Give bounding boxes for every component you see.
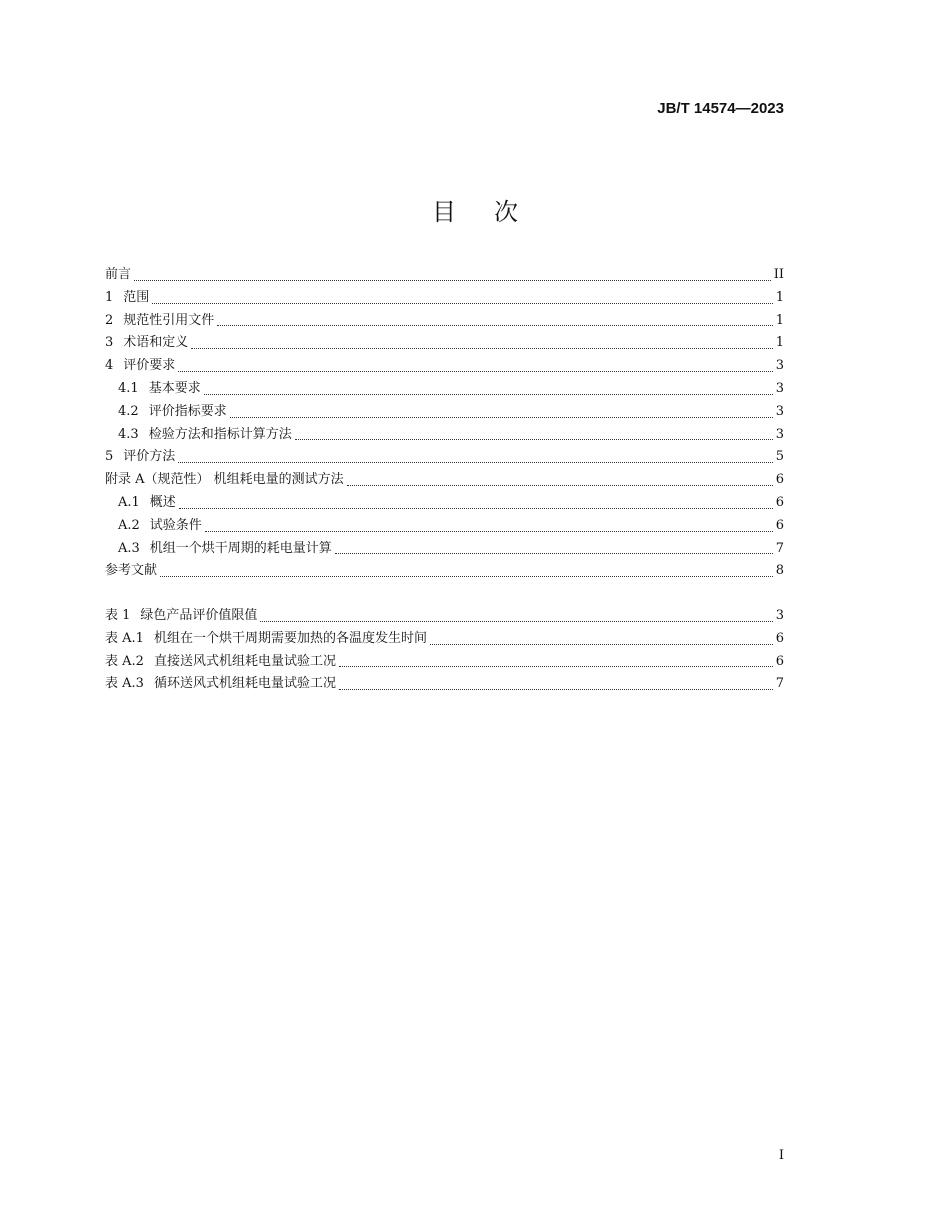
toc-number: 4.3 bbox=[118, 426, 139, 442]
toc-entry[interactable] bbox=[105, 264, 784, 287]
toc-label bbox=[105, 355, 175, 378]
dot-leader bbox=[204, 386, 773, 395]
toc-text: 规范性引用文件 bbox=[123, 312, 215, 328]
toc-text: 评价指标要求 bbox=[148, 403, 227, 419]
toc-page: 1 bbox=[775, 312, 784, 328]
toc-page: 6 bbox=[775, 494, 784, 510]
table-toc-entry[interactable] bbox=[105, 673, 784, 696]
toc-entry[interactable] bbox=[105, 538, 784, 561]
table-toc-entry[interactable] bbox=[105, 651, 784, 674]
table-toc-label bbox=[105, 651, 336, 674]
toc-number: 2 bbox=[105, 312, 114, 328]
toc-number: 5 bbox=[105, 449, 114, 465]
toc-title: 目次 bbox=[432, 198, 556, 226]
table-list bbox=[105, 605, 784, 696]
toc-entry[interactable] bbox=[105, 378, 784, 401]
table-toc-text: 循环送风式机组耗电量试验工况 bbox=[153, 676, 336, 692]
toc-entry[interactable] bbox=[105, 424, 784, 447]
toc-label bbox=[105, 446, 175, 469]
toc-label bbox=[118, 378, 201, 401]
toc-label bbox=[105, 264, 131, 287]
toc-label bbox=[105, 310, 214, 333]
toc-label bbox=[105, 560, 157, 583]
toc-page: 3 bbox=[775, 426, 784, 442]
toc-text: 概述 bbox=[149, 494, 176, 510]
table-toc-page: 7 bbox=[775, 676, 784, 692]
toc-text: 术语和定义 bbox=[123, 335, 189, 351]
toc-text: 基本要求 bbox=[148, 380, 201, 396]
dot-leader bbox=[178, 363, 772, 372]
dot-leader bbox=[178, 454, 772, 463]
table-toc-entry[interactable] bbox=[105, 628, 784, 651]
toc-page: 3 bbox=[775, 380, 784, 396]
dot-leader bbox=[339, 658, 773, 667]
dot-leader bbox=[179, 500, 773, 509]
toc-text: 附录 A（规范性） 机组耗电量的测试方法 bbox=[105, 472, 344, 488]
toc-page: 6 bbox=[775, 517, 784, 533]
toc-page: 7 bbox=[775, 540, 784, 556]
toc-number: A.2 bbox=[118, 517, 140, 533]
toc-text: 评价方法 bbox=[123, 449, 176, 465]
table-toc-entry[interactable] bbox=[105, 605, 784, 628]
toc-number: 1 bbox=[105, 289, 114, 305]
toc-text: 参考文献 bbox=[105, 563, 158, 579]
table-toc-number: 表 1 bbox=[105, 608, 131, 623]
toc-page: 5 bbox=[775, 449, 784, 465]
dot-leader bbox=[217, 317, 772, 326]
toc-list bbox=[105, 264, 784, 583]
dot-leader bbox=[335, 545, 773, 554]
dot-leader bbox=[152, 295, 772, 304]
dot-leader bbox=[205, 523, 773, 532]
toc-label bbox=[105, 287, 149, 310]
toc-label bbox=[105, 469, 344, 492]
toc-entry[interactable] bbox=[105, 332, 784, 355]
dot-leader bbox=[160, 568, 773, 577]
table-toc-text: 绿色产品评价值限值 bbox=[140, 608, 258, 623]
toc-entry[interactable] bbox=[105, 492, 784, 515]
toc-entry[interactable] bbox=[105, 515, 784, 538]
toc-number: 4 bbox=[105, 358, 114, 374]
toc-entry[interactable] bbox=[105, 446, 784, 469]
toc-label bbox=[118, 401, 227, 424]
toc-text: 试验条件 bbox=[149, 517, 202, 533]
toc-label bbox=[118, 538, 332, 561]
dot-leader bbox=[347, 477, 773, 486]
toc-label bbox=[105, 332, 188, 355]
toc-page: 3 bbox=[775, 403, 784, 419]
page-number: I bbox=[778, 1148, 784, 1163]
table-toc-label bbox=[105, 605, 257, 628]
toc-label bbox=[118, 424, 292, 447]
toc-number: A.3 bbox=[118, 540, 140, 556]
table-toc-number: 表 A.3 bbox=[105, 676, 144, 692]
toc-entry[interactable] bbox=[105, 310, 784, 333]
table-toc-page: 6 bbox=[775, 653, 784, 669]
toc-text: 范围 bbox=[123, 289, 150, 305]
dot-leader bbox=[295, 431, 773, 440]
table-toc-number: 表 A.2 bbox=[105, 653, 144, 669]
table-toc-text: 直接送风式机组耗电量试验工况 bbox=[153, 653, 336, 669]
dot-leader bbox=[430, 636, 773, 645]
toc-entry[interactable] bbox=[105, 355, 784, 378]
dot-leader bbox=[260, 613, 772, 622]
document-code: JB/T 14574—2023 bbox=[657, 100, 784, 117]
toc-page: II bbox=[773, 267, 784, 282]
dot-leader bbox=[339, 681, 773, 690]
toc-page: 6 bbox=[775, 472, 784, 488]
toc-entry[interactable] bbox=[105, 287, 784, 310]
table-toc-page: 6 bbox=[775, 630, 784, 646]
table-toc-label bbox=[105, 673, 336, 696]
toc-text: 前言 bbox=[105, 267, 132, 282]
toc-entry[interactable] bbox=[105, 560, 784, 583]
toc-label bbox=[118, 515, 202, 538]
toc-number: A.1 bbox=[118, 494, 140, 510]
dot-leader bbox=[230, 409, 773, 418]
toc-page: 3 bbox=[775, 358, 784, 374]
toc-entry[interactable] bbox=[105, 469, 784, 492]
toc-page: 1 bbox=[775, 289, 784, 305]
dot-leader bbox=[191, 340, 772, 349]
table-toc-number: 表 A.1 bbox=[105, 630, 144, 646]
toc-label bbox=[118, 492, 176, 515]
table-toc-label bbox=[105, 628, 427, 651]
table-toc-text: 机组在一个烘干周期需要加热的各温度发生时间 bbox=[153, 630, 427, 646]
toc-number: 3 bbox=[105, 335, 114, 351]
toc-text: 评价要求 bbox=[123, 358, 176, 374]
toc-text: 检验方法和指标计算方法 bbox=[148, 426, 292, 442]
table-toc-page: 3 bbox=[775, 608, 784, 623]
toc-page: 8 bbox=[775, 563, 784, 579]
dot-leader bbox=[134, 272, 771, 281]
toc-page: 1 bbox=[775, 335, 784, 351]
toc-entry[interactable] bbox=[105, 401, 784, 424]
toc-number: 4.2 bbox=[118, 403, 139, 419]
toc-number: 4.1 bbox=[118, 380, 139, 396]
toc-text: 机组一个烘干周期的耗电量计算 bbox=[149, 540, 332, 556]
